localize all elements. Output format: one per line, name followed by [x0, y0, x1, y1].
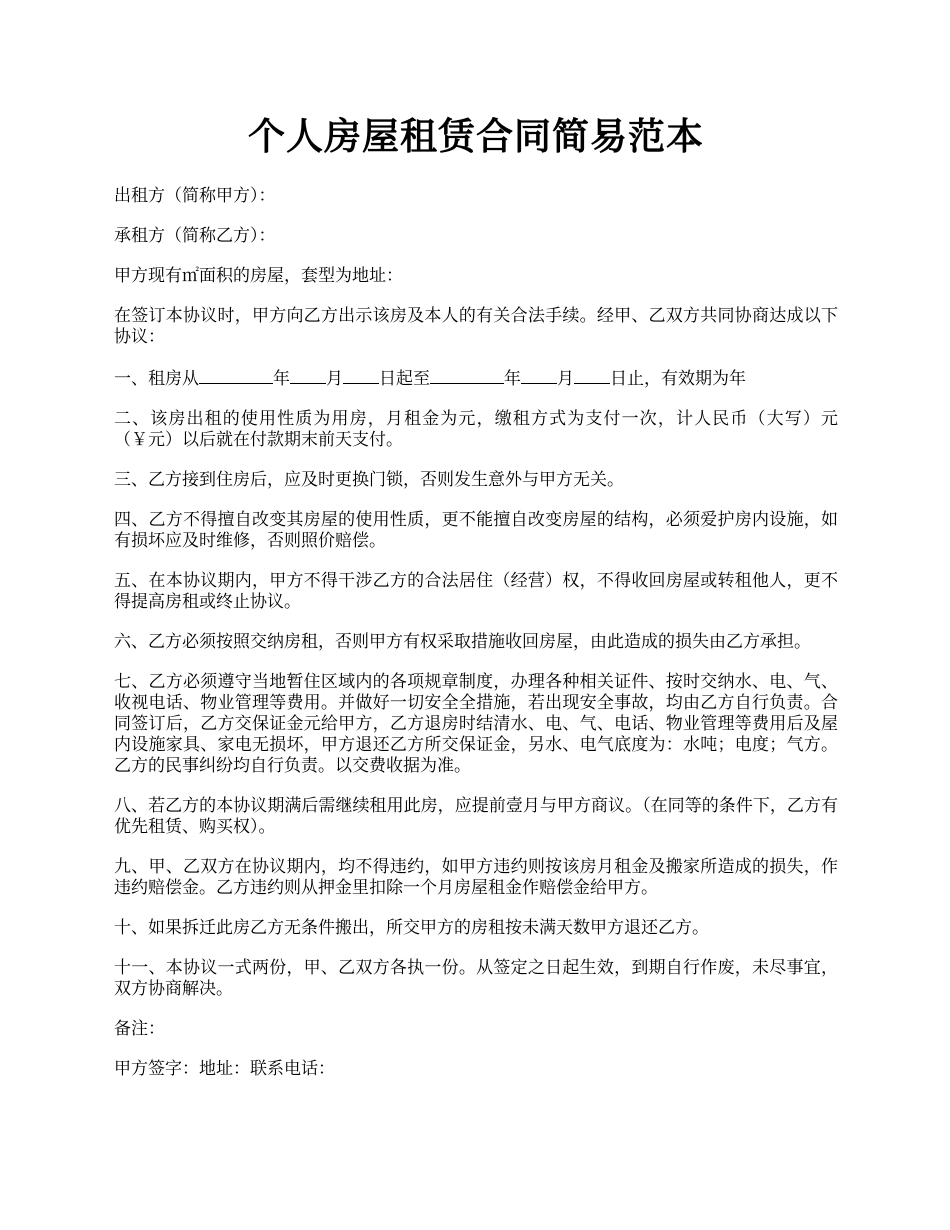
end-day-label: 日止，有效期为年: [610, 369, 746, 389]
start-day-label: 日起至: [379, 369, 430, 389]
clause-9: 九、甲、乙双方在协议期内，均不得违约，如甲方违约则按该房月租金及搬家所造成的损失，作违约赔偿金。乙方违约则从押金里扣除一个月房屋租金作赔偿金给甲方。: [114, 857, 838, 898]
clause-3: 三、乙方接到住房后，应及时更换门锁，否则发生意外与甲方无关。: [114, 470, 624, 490]
intro-paragraph: 在签订本协议时，甲方向乙方出示该房及本人的有关合法手续。经甲、乙双方共同协商达成以下协议：: [114, 306, 838, 347]
property-line: 甲方现有㎡面积的房屋，套型为地址：: [114, 266, 403, 286]
end-month-label: 月: [557, 369, 574, 389]
start-month-label: 月: [326, 369, 343, 389]
clause-7: 七、乙方必须遵守当地暂住区域内的各项规章制度，办理各种相关证件、按时交纳水、电、气、收视电话、物业管理等费用。并做好一切安全全措施，若出现安全事故，均由乙方自行负责。合同签订后，乙方交保证金元给甲方，乙方退房时结清水、电、气、电话、物业管理等费用后及屋内设施家具、家电无损坏，甲方退还乙方所交保证金，另水、电气底度为：水吨；电度；气方。乙方的民事纠纷均自行负责。以交费收据为准。: [114, 672, 838, 776]
end-year-blank: [430, 367, 504, 384]
lessee-line: 承租方（简称乙方）：: [114, 226, 276, 246]
remarks-line: 备注：: [114, 1019, 165, 1039]
start-month-blank: [290, 367, 326, 384]
document-title: 个人房屋租赁合同简易范本: [248, 114, 704, 158]
clause-6: 六、乙方必须按照交纳房租，否则甲方有权采取措施收回房屋，由此造成的损失由乙方承担。: [114, 632, 811, 652]
clause-4: 四、乙方不得擅自改变其房屋的使用性质，更不能擅自改变房屋的结构，必须爱护房内设施，如有损坏应及时维修，否则照价赔偿。: [114, 510, 838, 551]
start-year-blank: [199, 367, 273, 384]
start-year-label: 年: [273, 369, 290, 389]
end-year-label: 年: [504, 369, 521, 389]
clause-5: 五、在本协议期内，甲方不得干涉乙方的合法居住（经营）权，不得收回房屋或转租他人，更不得提高房租或终止协议。: [114, 571, 838, 612]
clause-10: 十、如果拆迁此房乙方无条件搬出，所交甲方的房租按未满天数甲方退还乙方。: [114, 918, 709, 938]
clause-1: [114, 367, 838, 390]
lessor-line: 出租方（简称甲方）：: [114, 186, 276, 206]
end-month-blank: [521, 367, 557, 384]
start-day-blank: [343, 367, 379, 384]
end-day-blank: [574, 367, 610, 384]
clause-1-prefix: 一、租房从: [114, 369, 199, 389]
signature-line: 甲方签字：地址：联系电话：: [114, 1059, 335, 1079]
clause-8: 八、若乙方的本协议期满后需继续租用此房，应提前壹月与甲方商议。（在同等的条件下，乙方有优先租赁、购买权）。: [114, 796, 838, 837]
clause-2: 二、该房出租的使用性质为用房，月租金为元，缴租方式为支付一次，计人民币（大写）元（￥元）以后就在付款期末前天支付。: [114, 409, 838, 450]
clause-11: 十一、本协议一式两份，甲、乙双方各执一份。从签定之日起生效，到期自行作废，未尽事宜，双方协商解决。: [114, 958, 838, 999]
